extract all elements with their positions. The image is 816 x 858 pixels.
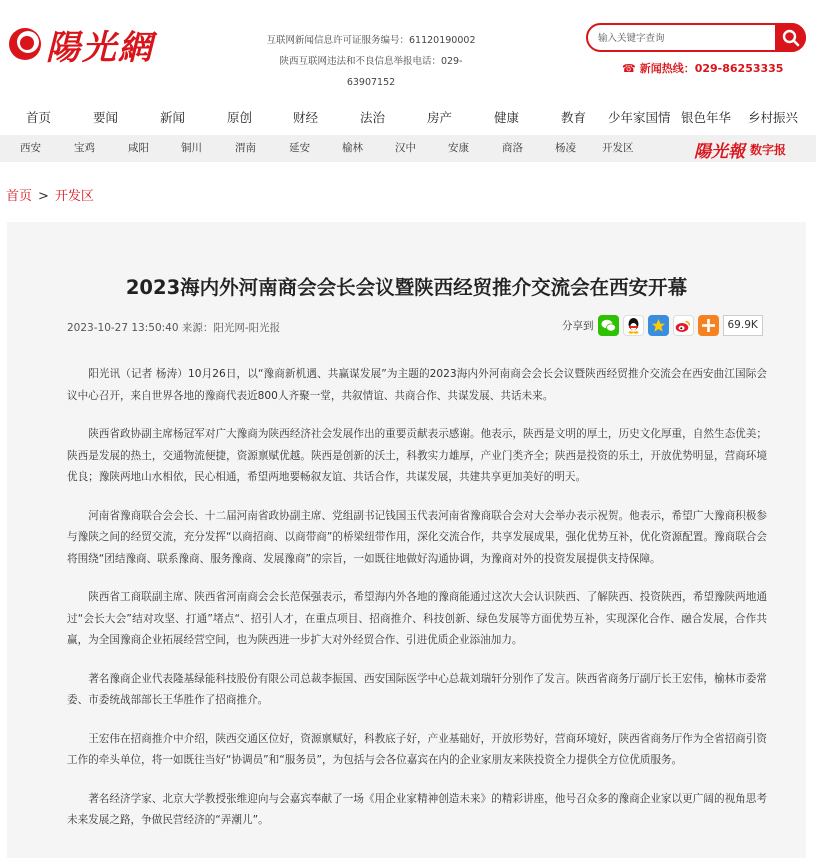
nav-item-health[interactable]: 健康 bbox=[494, 110, 520, 125]
region-item-weinan[interactable]: 渭南 bbox=[235, 142, 256, 154]
sun-logo-icon bbox=[6, 25, 44, 63]
logo-text: 陽光網 bbox=[46, 27, 154, 68]
digital-paper-link[interactable] bbox=[694, 137, 786, 161]
article-paragraph: 河南省豫商联合会会长、十二届河南省政协副主席、党组副书记钱国玉代表河南省豫商联合会对大会举办表示祝贺。他表示，希望广大豫商积极参与豫陕之间的经贸交流，充分发挥“以商招商、以商带商”的桥梁纽带作用，深化交流合作，共享发展成果，强化优势互补，优化资源配置。豫商联合会将围绕“团结豫商、联系豫商、服务豫商、发展豫商”的宗旨，一如既往地做好沟通协调，为豫商对外的投资发展提供支持保障。 bbox=[67, 509, 767, 565]
breadcrumb bbox=[6, 185, 94, 204]
qzone-share-icon[interactable] bbox=[648, 315, 669, 336]
region-item-yulin[interactable]: 榆林 bbox=[342, 142, 363, 154]
share-bar bbox=[562, 315, 763, 336]
region-item-xianyang[interactable]: 咸阳 bbox=[128, 142, 149, 154]
nav-item-law[interactable]: 法治 bbox=[360, 110, 386, 125]
article-title: 2023海内外河南商会会长会议暨陕西经贸推介交流会在西安开幕 bbox=[125, 276, 688, 299]
hotline-text: 新闻热线：029-86253335 bbox=[639, 62, 784, 75]
share-count: 69.9K bbox=[723, 315, 763, 336]
article-paragraph: 阳光讯（记者 杨涛）10月26日，以“豫商新机遇、共赢谋发展”为主题的2023海内外河南商会会长会议暨陕西经贸推介交流会在西安曲江国际会议中心召开，来自世界各地的豫商代表近800人齐聚一堂，共叙情谊、共商合作、共谋发展、共话未来。 bbox=[67, 368, 767, 402]
region-item-shangluo[interactable]: 商洛 bbox=[502, 142, 523, 154]
breadcrumb-separator: > bbox=[38, 189, 49, 204]
primary-nav bbox=[0, 108, 816, 128]
nav-item-education[interactable]: 教育 bbox=[561, 110, 587, 125]
article-paragraph: 陕西省政协副主席杨冠军对广大豫商为陕西经济社会发展作出的重要贡献表示感谢。他表示，陕西是文明的厚土，历史文化厚重，自然生态优美；陕西是发展的热土，交通物流便捷，资源禀赋优越。陕西是创新的沃土，科教实力雄厚，产业门类齐全；陕西是投资的乐土，开放优势明显，营商环境优良；豫陕两地山水相依，民心相通，希望两地要畅叙友谊、共话合作，共谋发展，共建共享更加美好的明天。 bbox=[67, 428, 767, 483]
nav-item-youth[interactable]: 少年家国情 bbox=[608, 110, 671, 125]
search-input[interactable] bbox=[598, 29, 768, 47]
nav-item-rural[interactable]: 乡村振兴 bbox=[748, 110, 799, 125]
region-item-hanzhong[interactable]: 汉中 bbox=[395, 142, 416, 154]
region-item-xian[interactable]: 西安 bbox=[20, 142, 41, 154]
article-body bbox=[67, 364, 767, 849]
article-paragraph: 著名经济学家、北京大学教授张维迎向与会嘉宾奉献了一场《用企业家精神创造未来》的精彩讲座，他号召众多的豫商企业家以更广阔的视角思考未来发展之路，争做民营经济的“弄潮儿”。 bbox=[67, 792, 767, 826]
article-meta bbox=[67, 320, 280, 335]
nav-item-realestate[interactable]: 房产 bbox=[427, 110, 453, 125]
qq-share-icon[interactable] bbox=[623, 315, 644, 336]
license-info bbox=[258, 30, 484, 93]
article-paragraph: 著名豫商企业代表隆基绿能科技股份有限公司总裁李振国、西安国际医学中心总裁刘瑞轩分别作了发言。陕西省商务厅副厅长王宏伟，榆林市委常委、市委统战部部长王华胜作了招商推介。 bbox=[67, 672, 767, 706]
more-share-icon[interactable] bbox=[698, 315, 719, 336]
report-line: 陕西互联网违法和不良信息举报电话：029-63907152 bbox=[279, 56, 463, 88]
article-paragraph: 陕西省工商联副主席、陕西省河南商会会长范保强表示，希望海内外各地的豫商能通过这次大会认识陕西、了解陕西、投资陕西，希望豫陕两地通过“会长大会”结对攻坚、打通”堵点“、招引人才，在重点项目、招商推介、科技创新、绿色发展等方面优势互补，实现深化合作、融合发展，合作共赢，为全国豫商企业拓展经营空间，也为陕西进一步扩大对外经贸合作、引进优质企业添油加力。 bbox=[67, 591, 767, 646]
nav-item-home[interactable]: 首页 bbox=[26, 110, 52, 125]
article-source: 来源：阳光网-阳光报 bbox=[181, 322, 281, 334]
region-nav bbox=[0, 135, 816, 162]
wechat-share-icon[interactable] bbox=[598, 315, 619, 336]
article-container bbox=[7, 222, 806, 858]
nav-item-finance[interactable]: 财经 bbox=[293, 110, 319, 125]
region-item-yangling[interactable]: 杨凌 bbox=[555, 142, 576, 154]
article-paragraph: 王宏伟在招商推介中介绍，陕西交通区位好，资源禀赋好，科教底子好，产业基础好，开放形势好，营商环境好，陕西省商务厅作为全省招商引资工作的牵头单位，将一如既往当好“协调员”和“服务员”，为包括与会各位嘉宾在内的企业家朋友来陕投资全力提供全方位优质服务。 bbox=[67, 732, 767, 766]
search-button[interactable] bbox=[775, 23, 806, 52]
weibo-share-icon[interactable] bbox=[673, 315, 694, 336]
search-icon bbox=[782, 29, 800, 47]
region-item-yanan[interactable]: 延安 bbox=[289, 142, 310, 154]
region-item-baoji[interactable]: 宝鸡 bbox=[74, 142, 95, 154]
site-logo[interactable] bbox=[6, 20, 154, 68]
nav-item-headlines[interactable]: 要闻 bbox=[93, 110, 119, 125]
article-datetime: 2023-10-27 13:50:40 bbox=[67, 322, 179, 334]
breadcrumb-current[interactable]: 开发区 bbox=[54, 189, 94, 204]
nav-item-silver-age[interactable]: 银色年华 bbox=[681, 110, 732, 125]
breadcrumb-home[interactable]: 首页 bbox=[6, 189, 33, 204]
license-line: 互联网新闻信息许可证服务编号：61120190002 bbox=[266, 35, 476, 46]
region-item-devzone[interactable]: 开发区 bbox=[602, 142, 634, 154]
nav-item-news[interactable]: 新闻 bbox=[160, 110, 186, 125]
digital-paper-brand: 陽光報 bbox=[694, 141, 745, 162]
region-item-ankang[interactable]: 安康 bbox=[448, 142, 469, 154]
nav-item-original[interactable]: 原创 bbox=[227, 110, 253, 125]
share-label: 分享到 bbox=[562, 320, 594, 332]
news-hotline bbox=[622, 60, 783, 76]
region-item-tongchuan[interactable]: 铜川 bbox=[181, 142, 202, 154]
digital-paper-label: 数字报 bbox=[750, 142, 787, 157]
phone-icon: ☎ bbox=[622, 61, 636, 75]
search-box bbox=[586, 23, 806, 52]
site-header bbox=[0, 0, 816, 100]
